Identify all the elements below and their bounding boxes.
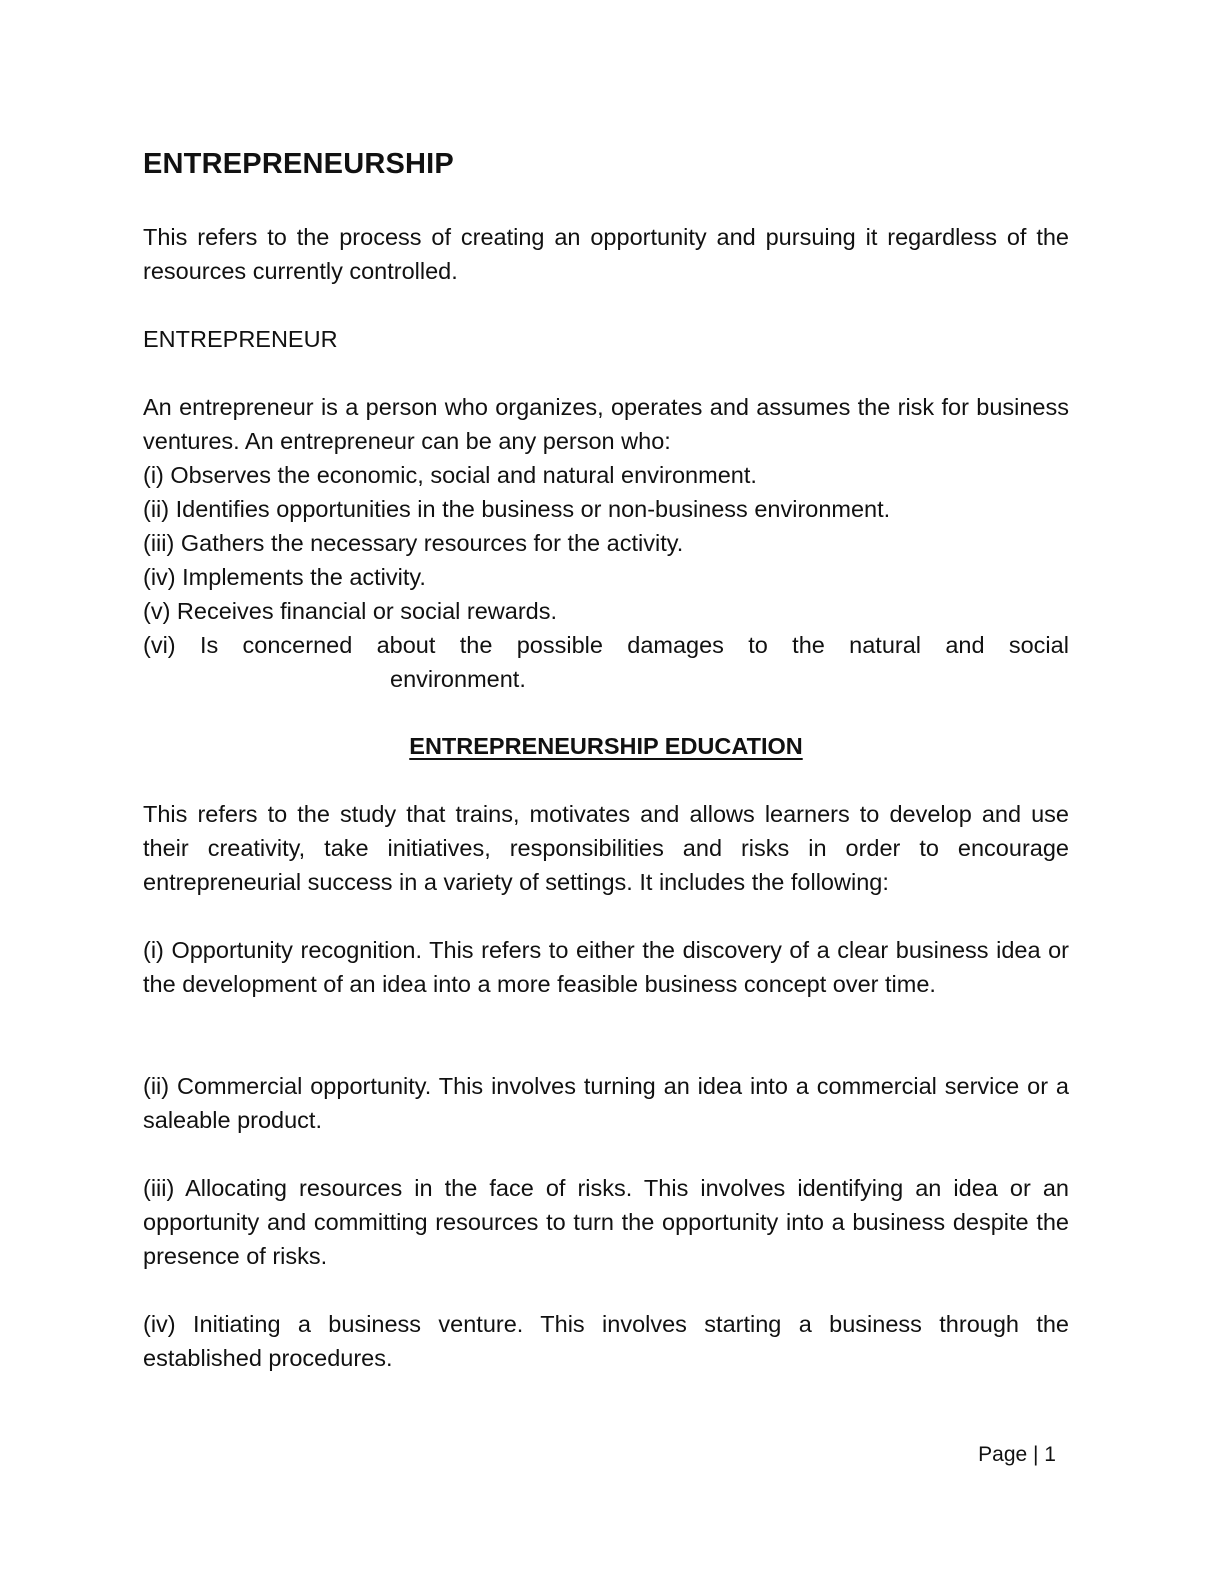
entrepreneur-list-item-6 xyxy=(143,628,1069,662)
section-heading-education xyxy=(143,729,1069,763)
education-item-2: (ii) Commercial opportunity. This involves turning an idea into a commercial service or a saleable product. xyxy=(143,1073,1069,1133)
entrepreneur-list-item-6-continuation: environment. xyxy=(390,666,526,692)
entrepreneur-intro: An entrepreneur is a person who organizes, operates and assumes the risk for business ventures. An entrepreneur can be any person who: xyxy=(143,394,1069,454)
list-word: the xyxy=(459,632,493,658)
list-word: and xyxy=(945,632,985,658)
education-item-3: (iii) Allocating resources in the face of risks. This involves identifying an idea or an opportunity and committing resources to turn the opportunity into a business despite the presence of risks. xyxy=(143,1175,1069,1269)
list-word: (vi) xyxy=(143,632,176,658)
definition-paragraph: This refers to the process of creating an opportunity and pursuing it regardless of the resources currently controlled. xyxy=(143,224,1069,284)
education-intro: This refers to the study that trains, motivates and allows learners to develop and use their creativity, take initiatives, responsibilities and risks in order to encourage entrepreneurial success in a variety of settings. It includes the following: xyxy=(143,801,1069,895)
entrepreneur-list-item-5: (v) Receives financial or social rewards. xyxy=(143,598,558,624)
list-word: Is xyxy=(199,632,219,658)
document-page xyxy=(143,0,1069,1584)
section-heading-text: ENTREPRENEURSHIP EDUCATION xyxy=(409,733,803,759)
list-word: damages xyxy=(627,632,724,658)
education-item-4: (iv) Initiating a business venture. This involves starting a business through the established procedures. xyxy=(143,1311,1069,1371)
education-item-1: (i) Opportunity recognition. This refers to either the discovery of a clear business idea or the development of an idea into a more feasible business concept over time. xyxy=(143,937,1069,997)
entrepreneur-list-item-3: (iii) Gathers the necessary resources for the activity. xyxy=(143,530,684,556)
entrepreneur-heading: ENTREPRENEUR xyxy=(143,326,338,352)
list-word: concerned xyxy=(242,632,353,658)
list-word: social xyxy=(1008,632,1069,658)
entrepreneur-list-item-1: (i) Observes the economic, social and natural environment. xyxy=(143,462,757,488)
entrepreneur-section xyxy=(143,390,1069,696)
page-title: ENTREPRENEURSHIP xyxy=(143,148,454,180)
list-word: the xyxy=(792,632,825,658)
entrepreneur-list-item-4: (iv) Implements the activity. xyxy=(143,564,426,590)
list-word: about xyxy=(376,632,436,658)
list-word: possible xyxy=(516,632,603,658)
list-word: natural xyxy=(849,632,922,658)
entrepreneur-list-item-2: (ii) Identifies opportunities in the business or non-business environment. xyxy=(143,496,891,522)
page-number: Page | 1 xyxy=(978,1443,1056,1466)
list-word: to xyxy=(748,632,768,658)
